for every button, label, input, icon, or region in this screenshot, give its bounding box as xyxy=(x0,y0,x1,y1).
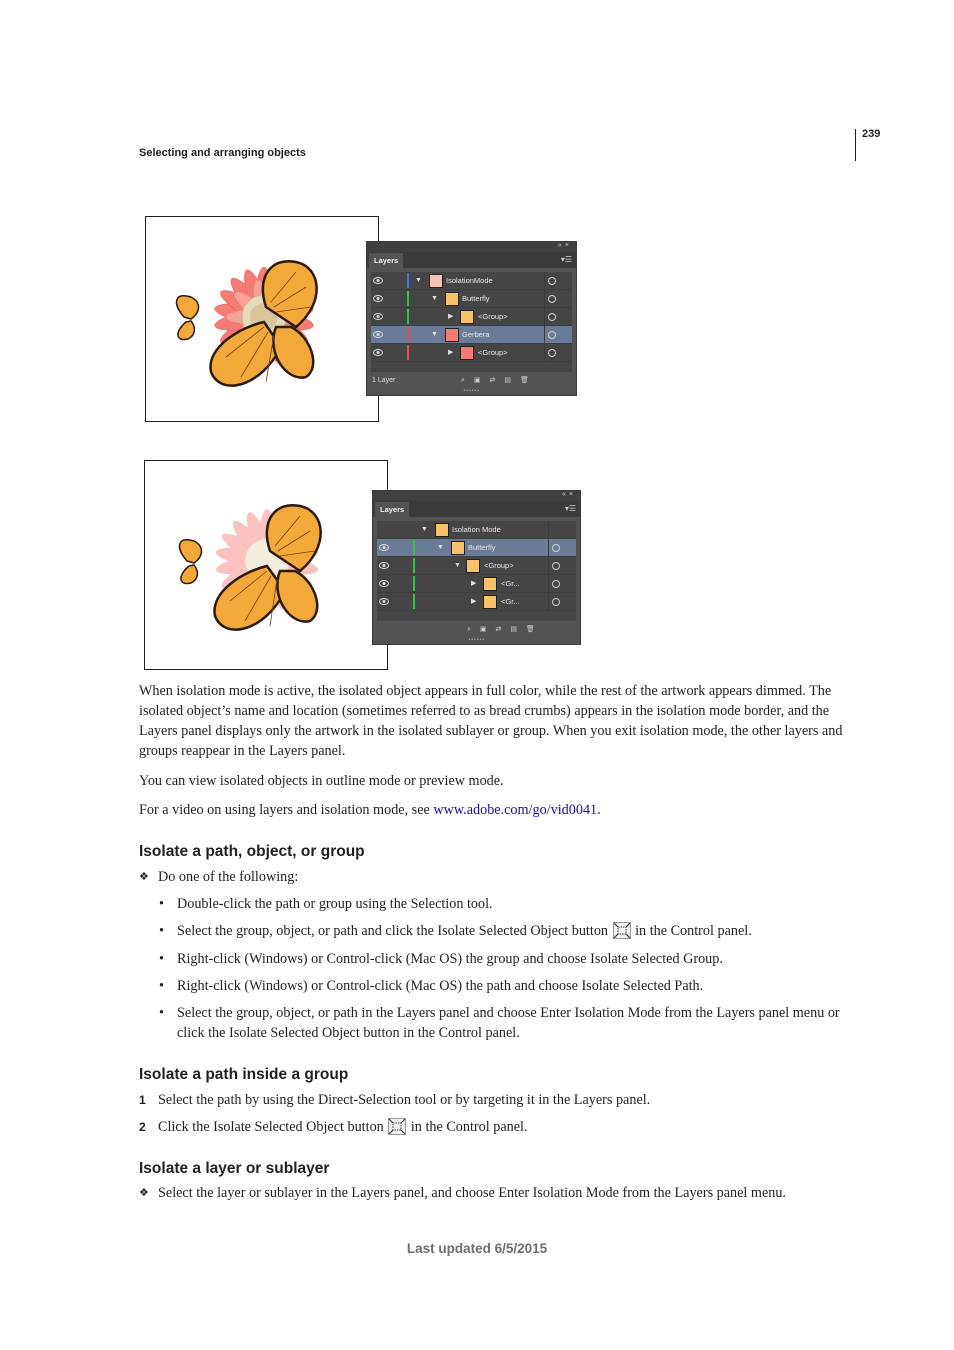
target-icon[interactable] xyxy=(552,580,560,588)
figure2-artwork xyxy=(144,460,388,670)
layer-thumbnail xyxy=(445,292,459,306)
layer-color-bar xyxy=(413,558,415,573)
layer-row-selected[interactable] xyxy=(371,326,572,344)
layer-color-bar xyxy=(407,345,409,360)
tab-layers[interactable]: Layers xyxy=(375,502,409,517)
target-icon[interactable] xyxy=(548,295,556,303)
panel-titlebar xyxy=(373,491,580,501)
layer-thumbnail xyxy=(483,595,497,609)
eye-icon[interactable] xyxy=(379,544,389,551)
step-text: Click the Isolate Selected Object button xyxy=(158,1119,384,1135)
layer-row[interactable] xyxy=(377,575,576,593)
bullet-marker: • xyxy=(159,951,164,967)
layer-row-selected[interactable] xyxy=(377,539,576,557)
expand-triangle-icon[interactable]: ▼ xyxy=(454,562,461,569)
layers-list xyxy=(371,272,572,372)
layer-row[interactable] xyxy=(371,290,572,308)
section-heading-isolate-path-inside-group: Isolate a path inside a group xyxy=(139,1066,349,1083)
row-divider xyxy=(544,326,545,343)
layer-label: Isolation Mode xyxy=(452,525,501,534)
panel-menu-icon[interactable]: ▾☰ xyxy=(560,255,572,264)
layer-label: <Gr... xyxy=(501,579,520,588)
bullet-marker: • xyxy=(159,896,164,912)
footer-tool-icons[interactable]: ⌕▣⇄▤🗑 xyxy=(467,626,544,633)
running-head: Selecting and arranging objects xyxy=(139,147,306,159)
row-divider xyxy=(548,521,549,538)
eye-icon[interactable] xyxy=(373,349,383,356)
layer-row[interactable] xyxy=(377,593,576,611)
target-icon[interactable] xyxy=(548,349,556,357)
layer-label: IsolationMode xyxy=(446,276,493,285)
collapse-close-icons[interactable]: «× xyxy=(558,242,572,249)
layer-row[interactable] xyxy=(377,521,576,539)
list-item-text: Right-click (Windows) or Control-click (Mac OS) the group and choose Isolate Selected Group. xyxy=(177,951,723,967)
panel-footer xyxy=(373,624,580,638)
paragraph-isolation-mode: When isolation mode is active, the isolated object appears in full color, while the rest of the artwork appears dimmed. The isolated object’s name and location (sometimes referred to as bread crumbs) appears in the isolation mode border, and the Layers panel displays only the artwork in the isolated sublayer or group. When you exit isolation mode, the other layers and groups reappear in the Layers panel. xyxy=(139,683,843,759)
panel-tabbar xyxy=(373,501,580,517)
layer-label: <Gr... xyxy=(501,597,520,606)
expand-triangle-icon[interactable]: ▼ xyxy=(421,526,428,533)
row-divider xyxy=(544,272,545,289)
layer-thumbnail xyxy=(466,559,480,573)
diamond-bullet-icon: ❖ xyxy=(139,1186,149,1199)
intro-text: Do one of the following: xyxy=(158,869,299,885)
step-text-with-icon xyxy=(158,1117,528,1137)
panel-titlebar xyxy=(367,242,576,252)
instruction-text: Select the layer or sublayer in the Layers panel, and choose Enter Isolation Mode from the Layers panel menu. xyxy=(158,1185,786,1201)
layer-label: <Group> xyxy=(478,348,508,357)
target-icon[interactable] xyxy=(548,313,556,321)
target-icon[interactable] xyxy=(548,331,556,339)
row-divider xyxy=(548,539,549,556)
layer-label: <Group> xyxy=(478,312,508,321)
eye-icon[interactable] xyxy=(373,295,383,302)
target-icon[interactable] xyxy=(548,277,556,285)
layers-panel-1 xyxy=(366,241,577,396)
diamond-bullet-icon: ❖ xyxy=(139,870,149,883)
expand-triangle-icon[interactable]: ▶ xyxy=(448,349,454,356)
layer-row[interactable] xyxy=(371,272,572,290)
row-divider xyxy=(548,557,549,574)
footer-last-updated: Last updated 6/5/2015 xyxy=(406,1241,548,1256)
eye-icon[interactable] xyxy=(379,580,389,587)
row-divider xyxy=(548,593,549,610)
list-item-text: Select the group, object, or path and click the Isolate Selected Object button xyxy=(177,923,609,939)
layer-color-bar xyxy=(407,327,409,342)
eye-icon[interactable] xyxy=(373,331,383,338)
expand-triangle-icon[interactable]: ▶ xyxy=(471,580,477,587)
isolate-selected-object-icon xyxy=(613,922,631,939)
layer-thumbnail xyxy=(460,346,474,360)
bullet-marker: • xyxy=(159,978,164,994)
panel-tabbar xyxy=(367,252,576,268)
resize-grip-icon[interactable]: •••••• xyxy=(468,637,486,643)
expand-triangle-icon[interactable]: ▶ xyxy=(448,313,454,320)
layer-color-bar xyxy=(407,291,409,306)
expand-triangle-icon[interactable]: ▶ xyxy=(471,598,477,605)
layers-panel-2 xyxy=(372,490,581,645)
step-number: 2 xyxy=(139,1120,146,1134)
layer-color-bar xyxy=(407,273,409,288)
expand-triangle-icon[interactable]: ▼ xyxy=(431,295,438,302)
layer-row[interactable] xyxy=(377,557,576,575)
layer-label: <Group> xyxy=(484,561,514,570)
layer-thumbnail xyxy=(451,541,465,555)
layer-thumbnail xyxy=(483,577,497,591)
layer-count: 1 Layer xyxy=(372,377,396,384)
list-item-text: in the Control panel. xyxy=(635,923,752,939)
eye-icon[interactable] xyxy=(379,598,389,605)
paragraph-video xyxy=(139,800,854,820)
isolate-selected-object-icon xyxy=(388,1118,406,1135)
page-number: 239 xyxy=(862,128,881,140)
isolated-butterfly-illustration xyxy=(145,461,387,669)
bullet-marker: • xyxy=(159,923,164,939)
footer-tool-icons[interactable]: ⌕▣⇄▤🗑 xyxy=(461,377,538,384)
header-rule xyxy=(855,129,856,161)
eye-icon[interactable] xyxy=(373,277,383,284)
step-number: 1 xyxy=(139,1093,146,1107)
video-link[interactable]: www.adobe.com/go/vid0041 xyxy=(433,802,598,818)
eye-icon[interactable] xyxy=(379,562,389,569)
row-divider xyxy=(544,290,545,307)
row-divider xyxy=(544,308,545,325)
list-item-text: Select the group, object, or path in the Layers panel and choose Enter Isolation Mode from the Layers panel menu or click the Isolate Selected Object button in the Control panel. xyxy=(177,1005,840,1041)
target-icon[interactable] xyxy=(552,562,560,570)
step-text: Select the path by using the Direct-Selection tool or by targeting it in the Layers panel. xyxy=(158,1092,651,1108)
collapse-close-icons[interactable]: «× xyxy=(562,491,576,498)
list-item-text: Double-click the path or group using the Selection tool. xyxy=(177,896,493,912)
section-heading-isolate-path-object-group: Isolate a path, object, or group xyxy=(139,843,365,860)
list-item-text-with-icon xyxy=(177,921,857,941)
target-icon[interactable] xyxy=(552,544,560,552)
list-item-text: Right-click (Windows) or Control-click (Mac OS) the path and choose Isolate Selected Path. xyxy=(177,978,704,994)
expand-triangle-icon[interactable]: ▼ xyxy=(431,331,438,338)
layers-list xyxy=(377,521,576,621)
resize-grip-icon[interactable]: •••••• xyxy=(463,388,481,394)
layer-color-bar xyxy=(407,309,409,324)
target-icon[interactable] xyxy=(552,598,560,606)
layer-thumbnail xyxy=(445,328,459,342)
layer-label: Gerbera xyxy=(462,330,490,339)
video-text: For a video on using layers and isolation mode, see xyxy=(139,802,434,818)
step-text: in the Control panel. xyxy=(410,1119,528,1135)
eye-icon[interactable] xyxy=(373,313,383,320)
layer-row[interactable] xyxy=(371,308,572,326)
layer-label: Butterfly xyxy=(468,543,496,552)
layer-thumbnail xyxy=(460,310,474,324)
row-divider xyxy=(544,344,545,361)
bullet-marker: • xyxy=(159,1005,164,1021)
panel-footer xyxy=(367,375,576,389)
panel-menu-icon[interactable]: ▾☰ xyxy=(564,504,576,513)
tab-layers[interactable]: Layers xyxy=(369,253,403,268)
layer-color-bar xyxy=(413,576,415,591)
layer-row[interactable] xyxy=(371,344,572,362)
figure1-artwork xyxy=(145,216,379,422)
layer-color-bar xyxy=(413,594,415,609)
video-text-end: . xyxy=(597,802,601,818)
layer-thumbnail xyxy=(429,274,443,288)
gerbera-butterfly-illustration xyxy=(146,217,378,421)
paragraph-view-modes: You can view isolated objects in outline mode or preview mode. xyxy=(139,773,504,789)
layer-label: Butterfly xyxy=(462,294,490,303)
expand-triangle-icon[interactable]: ▼ xyxy=(415,277,422,284)
layer-color-bar xyxy=(413,540,415,555)
section-heading-isolate-layer-sublayer: Isolate a layer or sublayer xyxy=(139,1160,330,1177)
layer-thumbnail xyxy=(435,523,449,537)
row-divider xyxy=(548,575,549,592)
expand-triangle-icon[interactable]: ▼ xyxy=(437,544,444,551)
